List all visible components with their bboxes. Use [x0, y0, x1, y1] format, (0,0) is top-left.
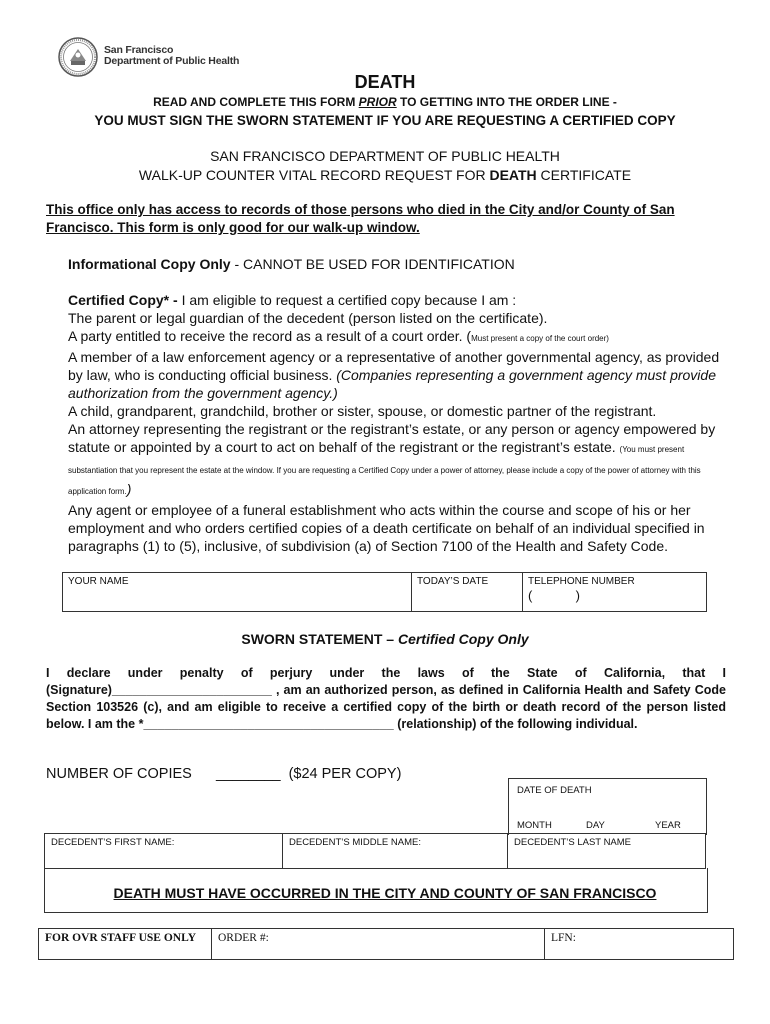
your-name-field[interactable]: YOUR NAME	[63, 573, 412, 612]
eligibility-item: A child, grandparent, grandchild, brother or sister, spouse, or domestic partner of the registrant.	[68, 403, 657, 419]
decedent-middle-name-field[interactable]: DECEDENT’S MIDDLE NAME:	[283, 834, 508, 869]
informational-copy-option: Informational Copy Only - CANNOT BE USED FOR IDENTIFICATION	[68, 256, 515, 272]
decedent-last-name-field[interactable]: DECEDENT’S LAST NAME	[508, 834, 706, 869]
telephone-field[interactable]: TELEPHONE NUMBER ( )	[523, 573, 707, 612]
department-heading: SAN FRANCISCO DEPARTMENT OF PUBLIC HEALTH WALK-UP COUNTER VITAL RECORD REQUEST FOR DEATH CERTIFICATE	[138, 148, 632, 183]
sworn-statement-title: SWORN STATEMENT – Certified Copy Only	[241, 631, 529, 647]
eligibility-item: An attorney representing the registrant or the registrant’s estate, or any person or agency empowered by statute or appointed by a court to act on behalf of the registrant or the registrant’s estate. (You must present substantiation that you represent the estate at the window. If you are requesting a Certified Copy under a power of attorney, please include a copy of the power of attorney with this application form.)	[68, 421, 716, 497]
eligibility-item: The parent or legal guardian of the decedent (person listed on the certificate).	[68, 310, 548, 326]
number-of-copies[interactable]: NUMBER OF COPIES ________ ($24 PER COPY)	[46, 766, 402, 782]
sign-notice: YOU MUST SIGN THE SWORN STATEMENT IF YOU ARE REQUESTING A CERTIFIED COPY	[94, 113, 676, 128]
todays-date-field[interactable]: TODAY’S DATE	[412, 573, 523, 612]
form-title: DEATH	[354, 72, 416, 92]
decedent-name-table	[44, 833, 706, 869]
date-of-death-field[interactable]: DATE OF DEATH MONTH DAY YEAR	[508, 778, 707, 835]
eligibility-item: Any agent or employee of a funeral establishment who acts within the course and scope of his or her employment and who orders certified copies of a death certificate on behalf of an individual specified in paragraphs (1) to (5), inclusive, of subdivision (a) of Section 7100 of the Health and Safety Code.	[68, 502, 705, 554]
requester-info-table	[62, 572, 707, 612]
certified-copy-eligibility	[68, 291, 728, 555]
jurisdiction-notice: This office only has access to records of those persons who died in the City and/or County of San Francisco. This form is only good for our walk-up window.	[46, 202, 675, 235]
certified-intro: Certified Copy* - I am eligible to request a certified copy because I am :	[68, 292, 517, 308]
order-number-field[interactable]: ORDER #:	[212, 929, 545, 960]
sworn-statement-text: I declare under penalty of perjury under the laws of the State of California, that I (Signature)_______________________ , am an authorized person, as defined in California Health and Safety Code Section 103526 (c), and am eligible to receive a certified copy of the birth or death record of the person listed below. I am the *____________________________________ (relationship) of the following individual.	[46, 666, 726, 731]
decedent-first-name-field[interactable]: DECEDENT’S FIRST NAME:	[45, 834, 283, 869]
lfn-field[interactable]: LFN:	[545, 929, 734, 960]
instruction-line: READ AND COMPLETE THIS FORM PRIOR TO GETTING INTO THE ORDER LINE -	[153, 95, 617, 109]
staff-use-label: FOR OVR STAFF USE ONLY	[39, 929, 212, 960]
eligibility-item: A party entitled to receive the record as a result of a court order. (Must present a copy of the court order)	[68, 328, 609, 344]
eligibility-item: A member of a law enforcement agency or a representative of another governmental agency, as provided by law, who is conducting official business. (Companies representing a government agency must provide authorization from the government agency.)	[68, 349, 720, 401]
city-seal-logo	[58, 37, 98, 77]
department-logo-text: San Francisco Department of Public Health	[104, 44, 240, 67]
jurisdiction-banner: DEATH MUST HAVE OCCURRED IN THE CITY AND COUNTY OF SAN FRANCISCO	[113, 885, 657, 901]
staff-use-table	[38, 928, 734, 960]
